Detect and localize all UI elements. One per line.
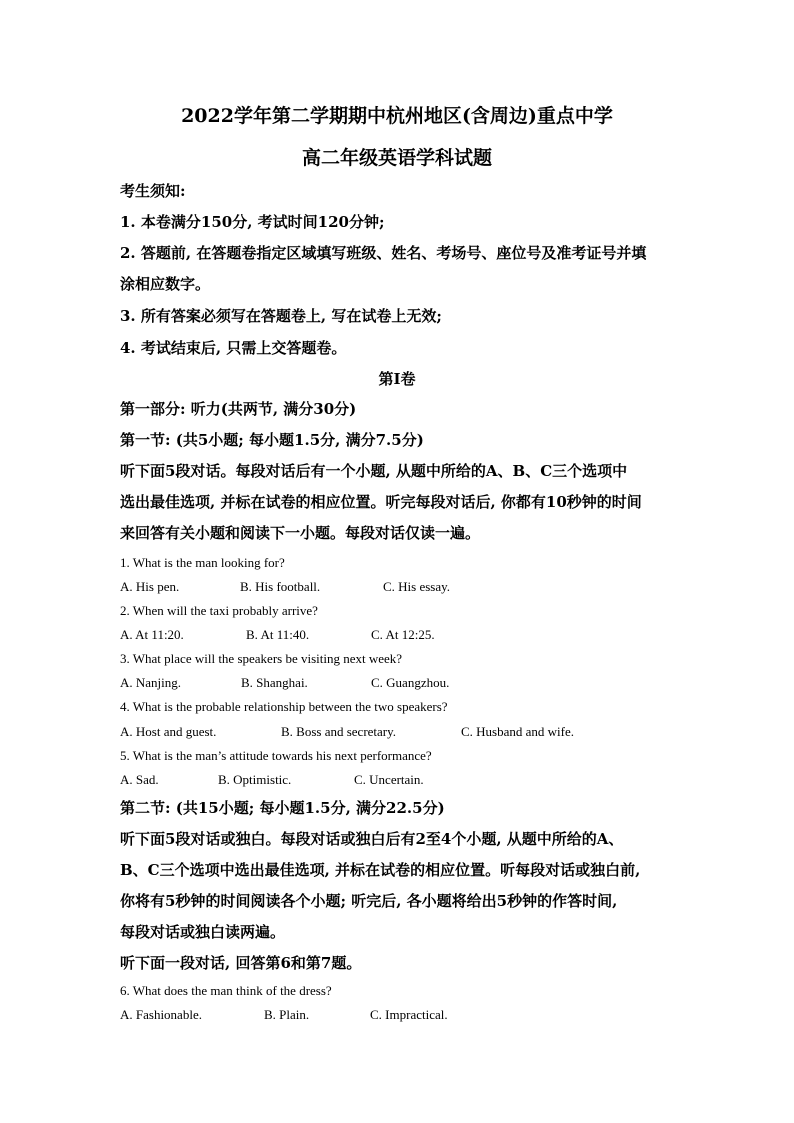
section1-instruction: 听下面5段对话。每段对话后有一个小题, 从题中所给的A、B、C三个选项中 [120,462,628,480]
section2-sub-instruction: 听下面一段对话, 回答第6和第7题。 [120,954,362,972]
question-text: 4. What is the probable relationship between the two speakers? [120,699,448,714]
notice-item: 2. 答题前, 在答题卷指定区域填写班级、姓名、考场号、座位号及准考证号并填 [120,244,647,262]
option-a: A. His pen. [120,579,180,594]
option-b: B. Boss and secretary. [281,724,397,739]
notice-item: 3. 所有答案必须写在答题卷上, 写在试卷上无效; [120,307,442,325]
notice-item: 1. 本卷满分150分, 考试时间120分钟; [120,213,385,231]
option-c: C. At 12:25. [371,627,435,642]
question-text: 1. What is the man looking for? [120,555,285,570]
option-b: B. Plain. [264,1007,310,1022]
part1-heading: 第一部分: 听力(共两节, 满分30分) [120,400,357,418]
section2-instruction: 听下面5段对话或独白。每段对话或独白后有2至4个小题, 从题中所给的A、 [120,830,624,848]
option-a: A. Fashionable. [120,1007,202,1022]
exam-title-line2: 高二年级英语学科试题 [301,147,492,169]
notice-heading: 考生须知: [120,182,186,200]
section2-heading: 第二节: (共15小题; 每小题1.5分, 满分22.5分) [120,799,445,817]
option-a: A. Host and guest. [120,724,217,739]
option-b: B. Optimistic. [218,772,292,787]
option-c: C. His essay. [383,579,451,594]
question-text: 3. What place will the speakers be visiting next week? [120,651,403,666]
section1-instruction: 选出最佳选项, 并标在试卷的相应位置。听完每段对话后, 你都有10秒钟的时间 [120,493,642,511]
option-b: B. Shanghai. [241,675,308,690]
option-c: C. Guangzhou. [371,675,450,690]
question-text: 5. What is the man’s attitude towards his next performance? [120,748,432,763]
notice-item: 4. 考试结束后, 只需上交答题卷。 [120,339,347,357]
option-c: C. Uncertain. [354,772,424,787]
volume-label: 第Ⅰ卷 [378,370,416,388]
section1-instruction: 来回答有关小题和阅读下一小题。每段对话仅读一遍。 [120,524,481,542]
question-text: 2. When will the taxi probably arrive? [120,603,318,618]
exam-title-line1: 2022学年第二学期期中杭州地区(含周边)重点中学 [181,105,613,127]
question-text: 6. What does the man think of the dress? [120,983,332,998]
option-a: A. Sad. [120,772,159,787]
notice-item: 涂相应数字。 [120,275,211,293]
option-b: B. At 11:40. [246,627,310,642]
section2-instruction: 你将有5秒钟的时间阅读各个小题; 听完后, 各小题将给出5秒钟的作答时间, [120,892,618,910]
option-a: A. Nanjing. [120,675,182,690]
option-c: C. Husband and wife. [461,724,575,739]
option-a: A. At 11:20. [120,627,184,642]
option-c: C. Impractical. [370,1007,448,1022]
section2-instruction: 每段对话或独白读两遍。 [120,923,286,941]
section1-heading: 第一节: (共5小题; 每小题1.5分, 满分7.5分) [120,431,424,449]
section2-instruction: B、C三个选项中选出最佳选项, 并标在试卷的相应位置。听每段对话或独白前, [120,861,641,879]
option-b: B. His football. [240,579,321,594]
